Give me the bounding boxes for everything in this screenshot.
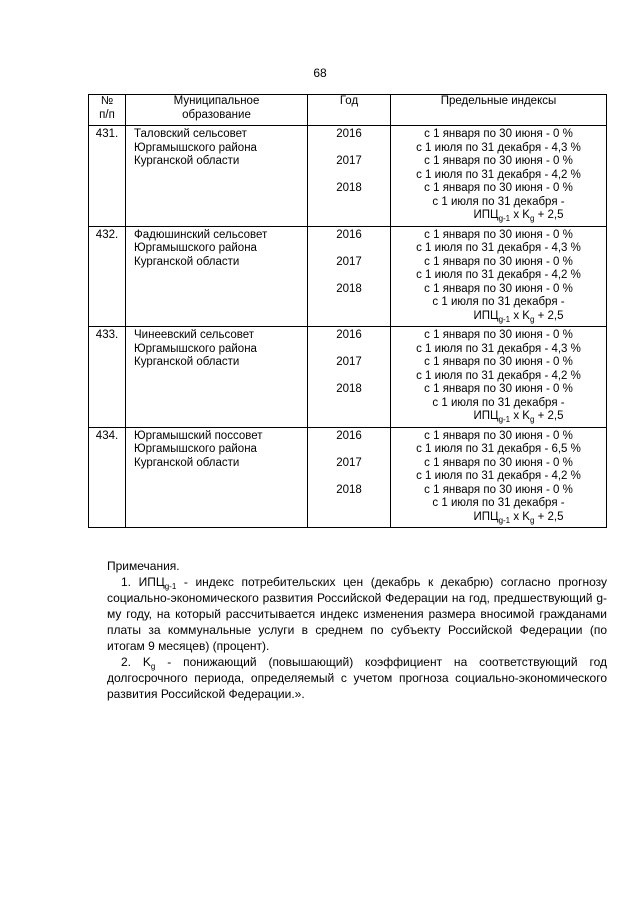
notes-title: Примечания. xyxy=(107,559,180,573)
year-spacer xyxy=(308,242,390,256)
year-label: 2016 xyxy=(336,228,362,241)
notes-section xyxy=(107,558,607,702)
index-line: с 1 января по 30 июня - 0 % xyxy=(424,282,573,295)
municipality-line: Курганской области xyxy=(134,155,240,167)
year-spacer xyxy=(308,370,390,384)
municipality-line: Юргамышского района xyxy=(134,443,257,455)
year-label: 2018 xyxy=(336,483,362,496)
note-2-rest: долгосрочного периода, определяемый с учетом прогноза социально-экономического развития Российской Федерации.». xyxy=(107,671,607,701)
year-spacer xyxy=(308,397,390,411)
formula-plus: + 2,5 xyxy=(534,410,564,422)
municipality-line: Юргамышского района xyxy=(134,242,257,254)
note-1-prefix: 1. ИПЦ xyxy=(121,575,165,589)
municipality-cell xyxy=(126,327,308,428)
table-row xyxy=(89,327,607,428)
index-line: с 1 января по 30 июня - 0 % xyxy=(424,128,573,140)
index-line: с 1 июля по 31 декабря - xyxy=(432,296,565,308)
year-cell xyxy=(308,427,391,528)
index-line: с 1 июля по 31 декабря - xyxy=(432,195,565,208)
indices-cell xyxy=(391,327,607,428)
index-line: с 1 июля по 31 декабря - 4,2 % xyxy=(416,470,581,482)
limit-indices-table xyxy=(88,94,607,528)
year-label: 2018 xyxy=(336,182,362,194)
municipality-line: Курганской области xyxy=(134,356,240,368)
note-1-first: - индекс потребительских цен (декабрь к декабрю) согласно прогнозу xyxy=(176,575,608,589)
year-cell xyxy=(308,126,391,227)
municipality-line: Юргамышского района xyxy=(134,342,257,355)
header-municipality-text: Муниципальное образование xyxy=(173,95,260,121)
municipality-line: Таловский сельсовет xyxy=(134,128,247,140)
row-number: 434. xyxy=(89,427,126,528)
municipality-line: Курганской области xyxy=(134,456,240,469)
year-spacer xyxy=(308,142,390,156)
index-line: с 1 июля по 31 декабря - 6,5 % xyxy=(416,443,581,455)
formula-plus: + 2,5 xyxy=(534,209,564,221)
municipality-line: Юргамышского района xyxy=(134,141,257,154)
index-line: с 1 января по 30 июня - 0 % xyxy=(424,255,573,268)
formula-k-sub: g xyxy=(529,515,535,525)
municipality-line: Юргамышский поссовет xyxy=(134,429,263,442)
index-line: с 1 января по 30 июня - 0 % xyxy=(424,483,573,496)
municipality-line: Чинеевский сельсовет xyxy=(134,329,255,341)
table-row xyxy=(89,226,607,327)
indices-cell xyxy=(391,427,607,528)
formula-ipc-sub: g-1 xyxy=(498,314,511,324)
index-line: с 1 января по 30 июня - 0 % xyxy=(424,155,573,167)
index-line: с 1 января по 30 июня - 0 % xyxy=(424,228,573,241)
formula-line xyxy=(391,310,606,324)
year-spacer xyxy=(308,343,390,357)
municipality-cell xyxy=(126,226,308,327)
header-num xyxy=(89,95,126,126)
page-number: 68 xyxy=(313,66,327,80)
formula-ipc: ИПЦ xyxy=(473,309,499,322)
table-header-row xyxy=(89,95,607,126)
formula-k-sub: g xyxy=(529,314,535,324)
year-spacer xyxy=(308,196,390,210)
header-num-text: № п/п xyxy=(99,95,115,121)
table-row xyxy=(89,126,607,227)
formula-ipc: ИПЦ xyxy=(473,209,499,221)
row-number: 432. xyxy=(89,226,126,327)
note-2-prefix: 2. K xyxy=(121,655,151,669)
note-2 xyxy=(107,654,607,702)
header-indices: Предельные индексы xyxy=(391,95,607,126)
header-municipality xyxy=(126,95,308,126)
formula-times-k: x K xyxy=(510,209,530,221)
note-2-sub: g xyxy=(150,662,156,671)
formula-line xyxy=(391,511,606,525)
indices-cell xyxy=(391,226,607,327)
formula-plus: + 2,5 xyxy=(534,309,564,322)
index-line: с 1 июля по 31 декабря - 4,2 % xyxy=(416,269,581,281)
year-label: 2017 xyxy=(336,255,362,268)
index-line: с 1 июля по 31 декабря - 4,3 % xyxy=(416,242,581,254)
formula-ipc-sub: g-1 xyxy=(498,214,511,223)
index-line: с 1 января по 30 июня - 0 % xyxy=(424,329,573,341)
year-spacer xyxy=(308,443,390,457)
year-label: 2017 xyxy=(336,456,362,469)
municipality-cell xyxy=(126,427,308,528)
year-spacer xyxy=(308,470,390,484)
index-line: с 1 июля по 31 декабря - 4,2 % xyxy=(416,168,581,181)
year-spacer xyxy=(308,296,390,310)
index-line: с 1 июля по 31 декабря - 4,3 % xyxy=(416,342,581,355)
year-spacer xyxy=(308,497,390,511)
index-line: с 1 января по 30 июня - 0 % xyxy=(424,356,573,368)
year-cell xyxy=(308,327,391,428)
note-2-first: - понижающий (повышающий) коэффициент на соответствующий год xyxy=(155,655,607,669)
year-cell xyxy=(308,226,391,327)
index-line: с 1 июля по 31 декабря - 4,3 % xyxy=(416,141,581,154)
index-line: с 1 июля по 31 декабря - 4,2 % xyxy=(416,369,581,382)
formula-plus: + 2,5 xyxy=(534,510,564,523)
municipality-line: Фадюшинский сельсовет xyxy=(134,228,268,241)
formula-ipc-sub: g-1 xyxy=(498,415,511,424)
index-line: с 1 июля по 31 декабря - xyxy=(432,497,565,509)
year-label: 2017 xyxy=(336,155,362,167)
year-label: 2017 xyxy=(336,356,362,368)
table-row xyxy=(89,427,607,528)
note-1 xyxy=(107,574,607,654)
formula-ipc: ИПЦ xyxy=(473,510,499,523)
note-1-sub: g-1 xyxy=(164,582,177,591)
year-spacer xyxy=(308,269,390,283)
index-line: с 1 января по 30 июня - 0 % xyxy=(424,429,573,442)
year-spacer xyxy=(308,169,390,183)
year-label: 2018 xyxy=(336,282,362,295)
note-1-rest: социально-экономического развития Российской Федерации на год, предшествующий g-му году, на который рассчитывается индекс изменения размера вносимой гражданами платы за коммунальные услуги в среднем по субъекту Российской Федерации (по итогам 9 месяцев) (процент). xyxy=(107,591,607,653)
index-line: с 1 июля по 31 декабря - xyxy=(432,396,565,409)
year-label: 2018 xyxy=(336,383,362,395)
row-number: 433. xyxy=(89,327,126,428)
formula-ipc: ИПЦ xyxy=(473,410,499,422)
index-line: с 1 января по 30 июня - 0 % xyxy=(424,383,573,395)
year-label: 2016 xyxy=(336,329,362,341)
formula-times-k: x K xyxy=(510,309,530,322)
formula-k-sub: g xyxy=(529,415,535,424)
formula-line xyxy=(391,209,606,223)
year-label: 2016 xyxy=(336,429,362,442)
formula-ipc-sub: g-1 xyxy=(498,515,511,525)
index-line: с 1 января по 30 июня - 0 % xyxy=(424,456,573,469)
index-line: с 1 января по 30 июня - 0 % xyxy=(424,182,573,194)
municipality-cell xyxy=(126,126,308,227)
year-label: 2016 xyxy=(336,128,362,140)
row-number: 431. xyxy=(89,126,126,227)
formula-times-k: x K xyxy=(510,510,530,523)
municipality-line: Курганской области xyxy=(134,255,240,268)
indices-cell xyxy=(391,126,607,227)
formula-line xyxy=(391,410,606,424)
formula-times-k: x K xyxy=(510,410,530,422)
formula-k-sub: g xyxy=(529,214,535,223)
header-year: Год xyxy=(308,95,391,126)
